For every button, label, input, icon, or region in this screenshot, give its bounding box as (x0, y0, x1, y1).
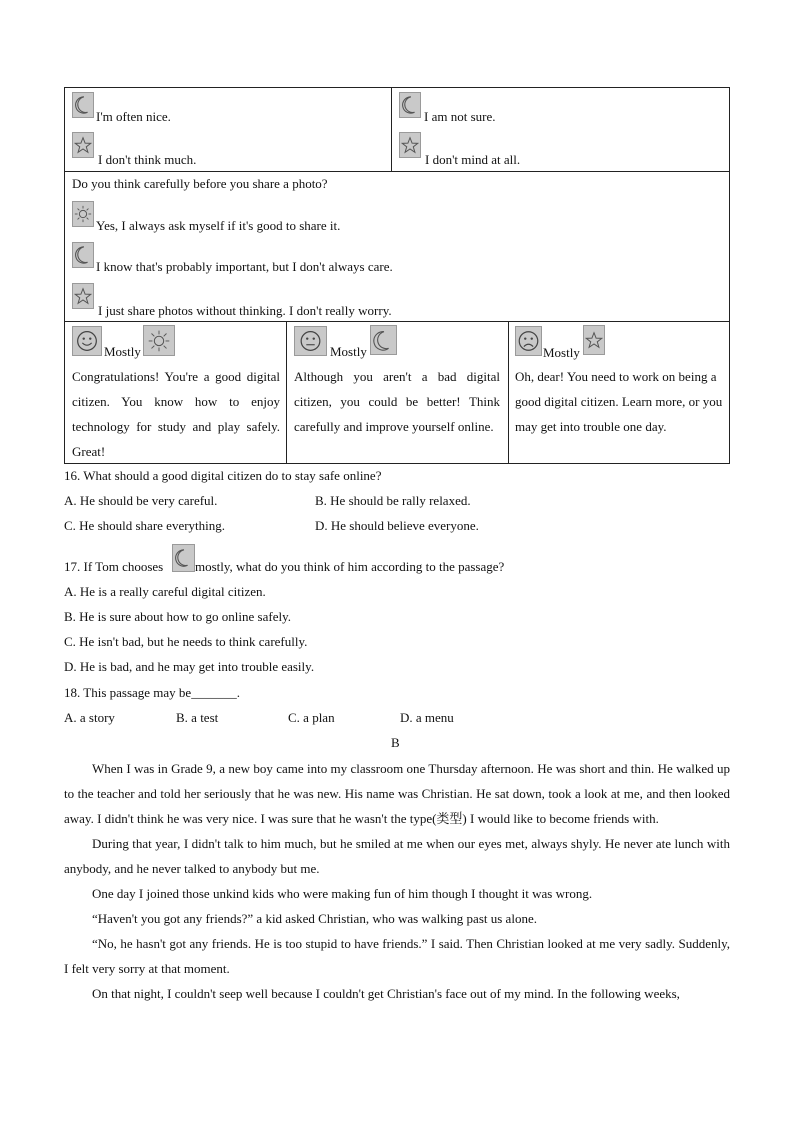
answer-option[interactable]: B. He is sure about how to go online safely. (64, 609, 291, 624)
question-stem: mostly, what do you think of him according to the passage? (195, 559, 505, 574)
star-icon (399, 132, 421, 158)
passage-paragraph: On that night, I couldn't seep well because I couldn't get Christian's face out of my mind. In the following weeks, (92, 986, 680, 1001)
moon-icon (72, 92, 94, 118)
option-text: I just share photos without thinking. I don't really worry. (98, 303, 392, 318)
table-divider-result-1 (286, 321, 287, 464)
answer-option[interactable]: A. He should be very careful. (64, 493, 218, 508)
table-border-left (64, 87, 65, 464)
answer-option[interactable]: D. He is bad, and he may get into trouble easily. (64, 659, 315, 674)
passage-paragraph: When I was in Grade 9, a new boy came into my classroom one Thursday afternoon. He was short and thin. He walked up to the teacher and told her seriously that he was new. His name was Christian. He sat down, took a look at me, and then looked away. I didn't think he was very nice. I was sure that he wasn't the type(类型) I would like to become friends with. (64, 761, 730, 826)
passage (64, 756, 730, 1006)
star-icon (72, 132, 94, 158)
passage-paragraph: One day I joined those unkind kids who were making fun of him though I thought it was wrong. (92, 886, 593, 901)
table-divider-result-2 (508, 321, 509, 464)
answer-option[interactable]: C. He isn't bad, but he needs to think carefully. (64, 634, 308, 649)
moon-icon (172, 544, 195, 572)
question-stem: 17. If Tom chooses (64, 559, 164, 574)
moon-icon (72, 242, 94, 268)
answer-option[interactable]: B. He should be rally relaxed. (315, 493, 471, 508)
table-border-right (729, 87, 730, 464)
passage-paragraph: “Haven't you got any friends?” a kid asked Christian, who was walking past us alone. (92, 911, 537, 926)
option-text: I know that's probably important, but I don't always care. (96, 259, 393, 274)
table-border-top (64, 87, 730, 88)
answer-option[interactable]: C. a plan (288, 710, 335, 725)
result-label: Mostly (104, 344, 141, 359)
option-text: Yes, I always ask myself if it's good to share it. (96, 218, 341, 233)
sad-face-icon (515, 326, 542, 356)
option-text: I don't think much. (98, 152, 197, 167)
answer-option[interactable]: A. He is a really careful digital citizen. (64, 584, 266, 599)
table-border-row1 (64, 171, 730, 172)
question-stem: 16. What should a good digital citizen do to stay safe online? (64, 468, 382, 483)
answer-option[interactable]: D. He should believe everyone. (315, 518, 479, 533)
sun-icon (143, 325, 175, 356)
result-label: Mostly (330, 344, 367, 359)
result-text: Oh, dear! You need to work on being a good digital citizen. Learn more, or you may get into trouble one day. (515, 369, 723, 434)
question-stem: 18. This passage may be_______. (64, 685, 240, 700)
moon-icon (370, 325, 397, 355)
result-text: Although you aren't a bad digital citizen, you could be better! Think carefully and improve yourself online. (294, 369, 500, 434)
passage-paragraph: During that year, I didn't talk to him much, but he smiled at me when our eyes met, always shyly. He never ate lunch with anybody, and he never talked to anybody but me. (64, 836, 730, 876)
answer-option[interactable]: A. a story (64, 710, 115, 725)
answer-option[interactable]: D. a menu (400, 710, 454, 725)
answer-option[interactable]: C. He should share everything. (64, 518, 226, 533)
star-icon (72, 283, 94, 309)
star-icon (583, 325, 605, 355)
question-text: Do you think carefully before you share a photo? (72, 176, 328, 191)
option-text: I am not sure. (424, 109, 496, 124)
section-heading: B (391, 735, 400, 750)
happy-face-icon (72, 326, 102, 356)
answer-option[interactable]: B. a test (176, 710, 219, 725)
neutral-face-icon (294, 326, 327, 356)
moon-icon (399, 92, 421, 118)
result-label: Mostly (543, 345, 580, 360)
option-text: I'm often nice. (96, 109, 171, 124)
result-text: Congratulations! You're a good digital citizen. You know how to enjoy technology for study and play safely. Great! (72, 369, 280, 459)
option-text: I don't mind at all. (425, 152, 521, 167)
table-border-row2 (64, 321, 730, 322)
table-divider-row1 (391, 87, 392, 172)
sun-icon (72, 201, 94, 227)
passage-paragraph: “No, he hasn't got any friends. He is too stupid to have friends.” I said. Then Christian looked at me very sadly. Suddenly, I felt very sorry at that moment. (64, 936, 730, 976)
